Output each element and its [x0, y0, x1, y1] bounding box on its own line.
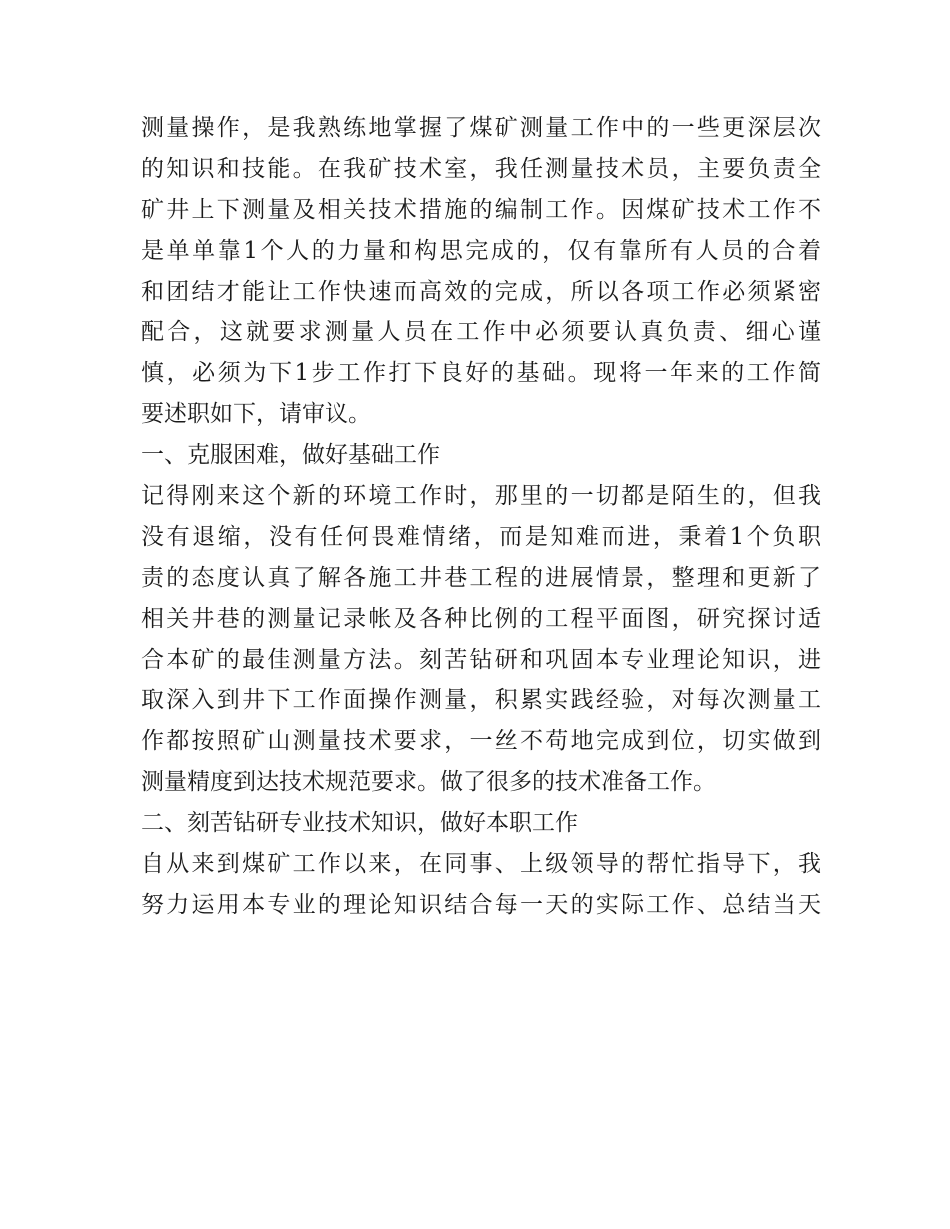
- text-line: 努力运用本专业的理论知识结合每一天的实际工作、总结当天: [141, 891, 821, 918]
- text-line: 没有退缩，没有任何畏难情绪，而是知难而进，秉着1个负职: [141, 523, 821, 550]
- section-heading-1: 一、克服困难，做好基础工作: [141, 442, 440, 469]
- text-line: 和团结才能让工作快速而高效的完成，所以各项工作必须紧密: [141, 278, 821, 305]
- text-line-paragraph-end: 测量精度到达技术规范要求。做了很多的技术准备工作。: [141, 769, 716, 796]
- text-line-paragraph-end: 要述职如下，请审议。: [141, 401, 371, 428]
- text-line: 责的态度认真了解各施工井巷工程的进展情景，整理和更新了: [141, 564, 821, 591]
- text-line: 慎，必须为下1步工作打下良好的基础。现将一年来的工作简: [141, 360, 821, 387]
- text-line: 自从来到煤矿工作以来，在同事、上级领导的帮忙指导下，我: [141, 851, 821, 878]
- body-text: [141, 108, 821, 926]
- text-line: 矿井上下测量及相关技术措施的编制工作。因煤矿技术工作不: [141, 196, 821, 223]
- text-line: 记得刚来这个新的环境工作时，那里的一切都是陌生的，但我: [141, 483, 821, 510]
- text-line: 取深入到井下工作面操作测量，积累实践经验，对每次测量工: [141, 687, 821, 714]
- text-line: 测量操作，是我熟练地掌握了煤矿测量工作中的一些更深层次: [141, 115, 821, 141]
- text-line: 相关井巷的测量记录帐及各种比例的工程平面图，研究探讨适: [141, 605, 821, 632]
- section-heading-2: 二、刻苦钻研专业技术知识，做好本职工作: [141, 810, 578, 837]
- text-line: 的知识和技能。在我矿技术室，我任测量技术员，主要负责全: [141, 155, 821, 182]
- text-line: 是单单靠1个人的力量和构思完成的，仅有靠所有人员的合着: [141, 237, 821, 264]
- text-line: 配合，这就要求测量人员在工作中必须要认真负责、细心谨: [141, 319, 821, 346]
- text-line: 合本矿的最佳测量方法。刻苦钻研和巩固本专业理论知识，进: [141, 646, 821, 673]
- text-line: 作都按照矿山测量技术要求，一丝不苟地完成到位，切实做到: [141, 728, 821, 755]
